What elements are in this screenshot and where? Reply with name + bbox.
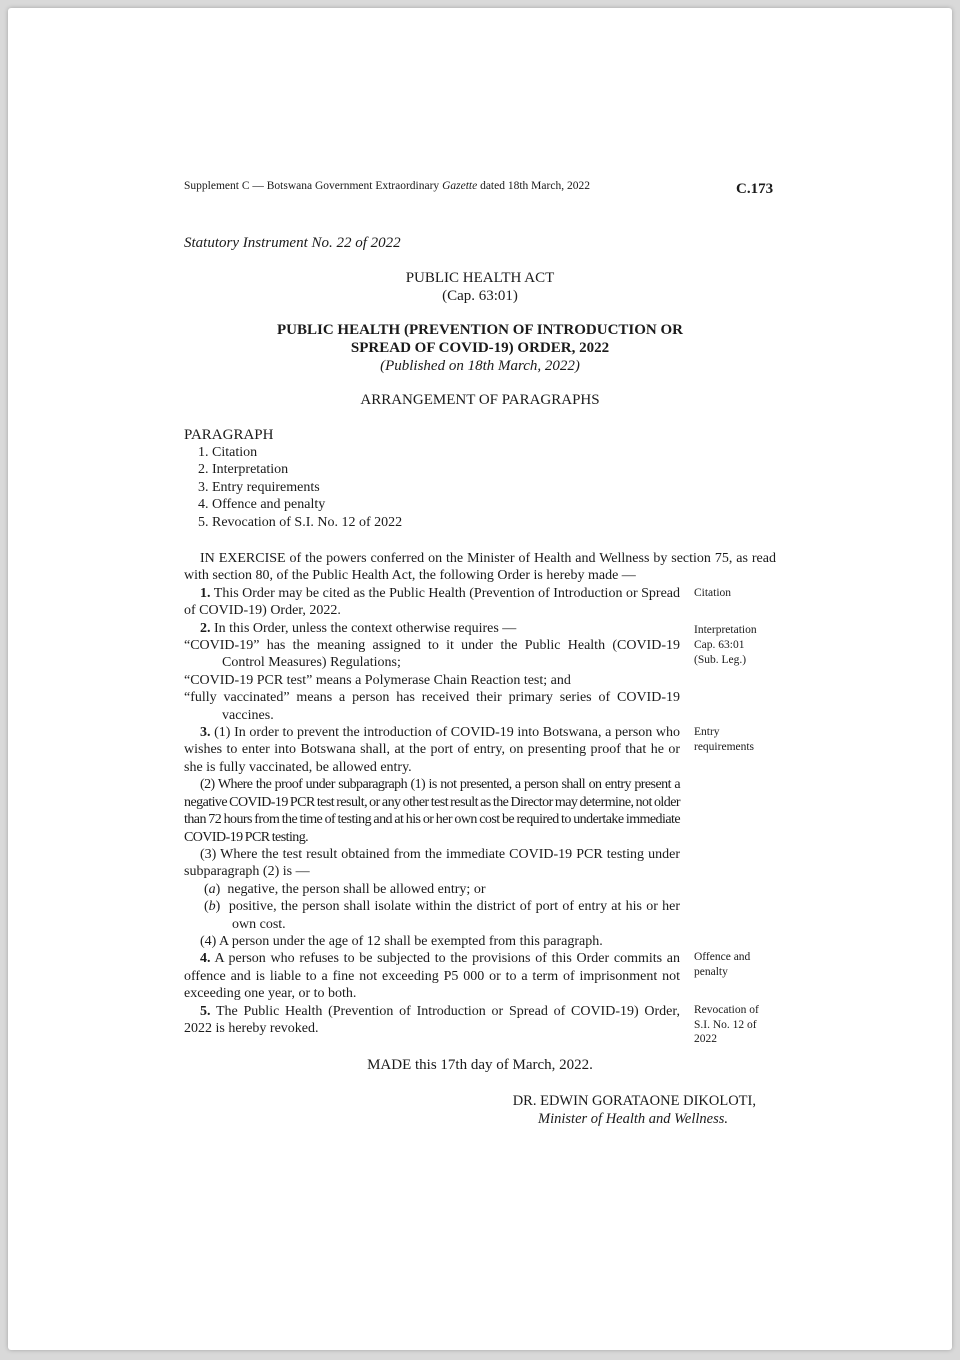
- paragraph-3-1: [184, 724, 680, 776]
- item-b: (b) positive, the person shall isolate within the district of port of entry at his or her own cost.: [204, 899, 680, 932]
- paragraph-4: [184, 950, 680, 1002]
- arrangement-list: [198, 444, 402, 531]
- arrangement-item: 5. Revocation of S.I. No. 12 of 2022: [198, 514, 403, 530]
- paragraph-4-number: 4.: [200, 951, 211, 967]
- margin-note-cap-reference: Cap. 63:01: [694, 639, 745, 651]
- gazette-header-text: Supplement C — Botswana Government Extraordinary: [184, 180, 443, 192]
- publication-date: (Published on 18th March, 2022): [380, 358, 580, 374]
- made-date: MADE this 17th day of March, 2022.: [367, 1057, 593, 1073]
- item-a-label: a: [208, 881, 216, 897]
- margin-note-citation: Citation: [694, 587, 732, 599]
- item-b-label: b: [208, 899, 216, 915]
- order-title-line-2: SPREAD OF COVID-19) ORDER, 2022: [350, 340, 610, 356]
- act-title: PUBLIC HEALTH ACT: [405, 270, 555, 286]
- definition-fully-vaccinated: “fully vaccinated” means a person has received their primary series of COVID-19 vaccines.: [184, 690, 680, 723]
- paragraph-2-text: In this Order, unless the context otherwise requires —: [214, 620, 517, 636]
- page-number: C.173: [736, 181, 774, 197]
- signatory-title: Minister of Health and Wellness.: [538, 1111, 728, 1127]
- definition-covid-19: “COVID-19” has the meaning assigned to it under the Public Health (COVID-19 Control Measures) Regulations;: [184, 638, 680, 671]
- preamble: IN EXERCISE of the powers conferred on the Minister of Health and Wellness by section 75, as read with section 80, of the Public Health Act, the following Order is hereby made —: [184, 551, 776, 584]
- item-a: (a) negative, the person shall be allowed entry; or: [204, 881, 486, 897]
- paragraph-3-4: (4) A person under the age of 12 shall be exempted from this paragraph.: [200, 933, 603, 949]
- arrangement-heading: ARRANGEMENT OF PARAGRAPHS: [360, 392, 600, 408]
- arrangement-item: 2. Interpretation: [198, 462, 289, 478]
- paragraph-4-text: A person who refuses to be subjected to the provisions of this Order commits an offence and is liable to a fine not exceeding P5 000 or to a term of imprisonment not exceeding one year, or to both.: [184, 951, 680, 1002]
- gazette-word: Gazette: [442, 180, 478, 192]
- arrangement-item: 3. Entry requirements: [198, 479, 320, 495]
- paragraph-5: [184, 1003, 680, 1038]
- paragraph-2: [184, 620, 680, 637]
- signatory-name: DR. EDWIN GORATAONE DIKOLOTI,: [512, 1093, 756, 1109]
- arrangement-item: 4. Offence and penalty: [198, 497, 326, 513]
- gazette-date: dated 18th March, 2022: [477, 180, 590, 192]
- margin-note-revocation: Revocation of S.I. No. 12 of 2022: [694, 1004, 759, 1045]
- margin-note-offence: Offence and penalty: [694, 951, 751, 978]
- margin-note-interpretation: Interpretation: [694, 624, 757, 636]
- act-cap: (Cap. 63:01): [442, 288, 518, 304]
- item-b-text: positive, the person shall isolate within the district of port of entry at his or her own cost.: [228, 899, 680, 932]
- paragraph-3-3: (3) Where the test result obtained from the immediate COVID-19 PCR testing under subparagraph (2) is —: [184, 846, 680, 880]
- paragraph-5-number: 5.: [200, 1003, 211, 1019]
- paragraph-2-number: 2.: [200, 620, 211, 636]
- arrangement-item: 1. Citation: [198, 445, 258, 460]
- paragraph-3-2: (2) Where the proof under subparagraph (1) is not presented, a person shall on entry present a negative COVID-19 PCR test result, or any other test result as the Director may determine, not older than 72 hours from the time of testing and at his or her own cost be required to undertake immediate COVID-19 PCR testing.: [184, 777, 680, 845]
- paragraph-3-1-text: (1) In order to prevent the introduction of COVID-19 into Botswana, a person who wishes to enter into Botswana shall, at the port of entry, on presenting proof that he or she is fully vaccinated, be allowed entry.: [184, 725, 681, 775]
- statutory-instrument-number: Statutory Instrument No. 22 of 2022: [184, 235, 401, 251]
- margin-note-entry-requirements: Entry requirements: [694, 726, 755, 753]
- paragraph-1-text: This Order may be cited as the Public Health (Prevention of Introduction or Spread of COVID-19) Order, 2022.: [184, 585, 681, 619]
- definition-pcr-test: “COVID-19 PCR test” means a Polymerase Chain Reaction test; and: [184, 672, 571, 688]
- item-a-text: negative, the person shall be allowed entry; or: [227, 881, 486, 897]
- paragraph-3-number: 3.: [200, 725, 211, 741]
- paragraph-1-number: 1.: [200, 585, 211, 601]
- gazette-header: [184, 180, 590, 192]
- order-title-line-1: PUBLIC HEALTH (PREVENTION OF INTRODUCTION OR: [276, 322, 684, 338]
- paragraph-5-text: The Public Health (Prevention of Introduction or Spread of COVID-19) Order, 2022 is hereby revoked.: [184, 1003, 680, 1036]
- paragraph-label: PARAGRAPH: [184, 427, 274, 443]
- paragraph-1: [184, 585, 680, 620]
- margin-note-sub-leg: (Sub. Leg.): [694, 654, 747, 666]
